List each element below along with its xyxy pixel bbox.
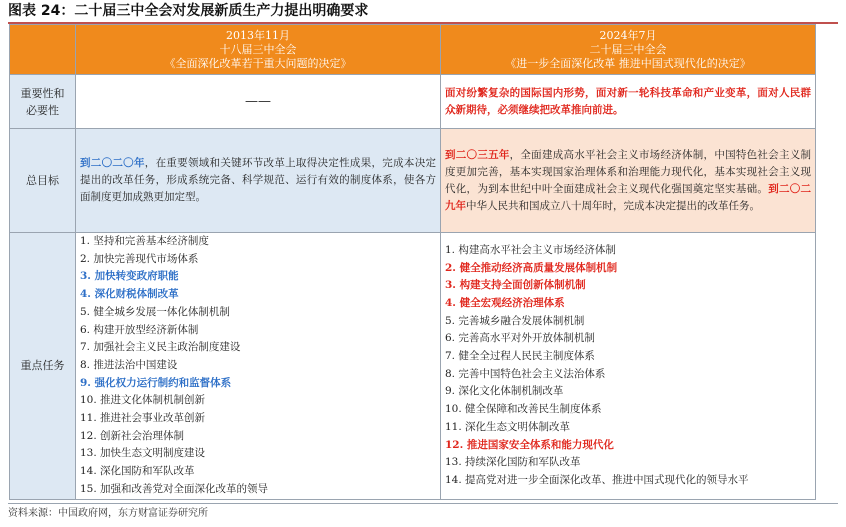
list-item: 15. 加强和改善党对全面深化改革的领导 [80,482,269,495]
tasks-row [10,233,816,500]
list-item: 7. 加强社会主义民主政治制度建设 [80,341,241,354]
list-item: 12. 推进国家安全体系和能力现代化 [445,438,614,451]
header-right-decision: 《进一步全面深化改革 推进中国式现代化的决定》 [505,56,751,70]
header-left [76,25,441,75]
tasks-left-list [76,233,440,499]
header-row [10,25,816,75]
list-item: 6. 完善高水平对外开放体制机制 [445,332,595,345]
list-item: 13. 加快生态文明制度建设 [80,447,206,460]
header-left-session: 十八届三中全会 [219,42,297,56]
tasks-left-cell [76,233,441,500]
importance-right-cell [441,75,816,129]
importance-right-text: 面对纷繁复杂的国际国内形势，面对新一轮科技革命和产业变革，面对人民群众新期待，必须继续把改革推向前进。 [445,86,811,116]
header-right [441,25,816,75]
list-item: 13. 持续深化国防和军队改革 [445,456,581,469]
list-item: 7. 健全全过程人民民主制度体系 [445,350,595,363]
source-note: 资料来源：中国政府网，东方财富证券研究所 [8,503,838,524]
list-item: 1. 坚持和完善基本经济制度 [80,235,209,247]
goal-right-cell [441,129,816,233]
header-right-date: 2024年7月 [599,28,657,42]
list-item: 8. 完善中国特色社会主义法治体系 [445,367,606,380]
importance-left-cell [76,75,441,129]
tasks-right-cell [441,233,816,500]
list-item: 10. 推进文化体制机制创新 [80,394,206,407]
list-item: 11. 深化生态文明体制改革 [445,420,571,433]
list-item: 3. 构建支持全面创新体制机制 [445,279,586,292]
header-corner [10,25,76,75]
goal-right-body-1: ，全面建成高水平社会主义市场经济体制，中国特色社会主义制度更加完善，基本实现国家治理体系和治理能力现代化，基本实现社会主义现代化，为到本世纪中叶全面建成社会主义现代化强国奠定坚实基础。 [445,148,812,195]
list-item: 5. 健全城乡发展一体化体制机制 [80,305,230,318]
header-right-session: 二十届三中全会 [589,42,667,56]
goal-left-body: ，在重要领域和关键环节改革上取得决定性成果，完成本决定提出的改革任务，形成系统完备、科学规范、运行有效的制度体系，使各方面制度更加成熟更加定型。 [80,157,436,203]
list-item: 3. 加快转变政府职能 [80,270,179,283]
list-item: 5. 完善城乡融合发展体制机制 [445,314,585,327]
comparison-table [9,24,816,500]
figure-title: 图表 24：二十届三中全会对发展新质生产力提出明确要求 [8,0,838,24]
goal-label: 总目标 [10,129,76,233]
importance-row [10,75,816,129]
header-left-decision: 《全面深化改革若干重大问题的决定》 [164,56,352,70]
list-item: 6. 构建开放型经济新体制 [80,323,199,336]
list-item: 2. 加快完善现代市场体系 [80,252,199,265]
importance-label [10,75,76,129]
goal-left-highlight: 到二〇二〇年 [80,157,145,169]
importance-label-line1: 重要性和 [20,86,65,100]
goal-row [10,129,816,233]
goal-left-cell [76,129,441,233]
importance-label-line2: 必要性 [26,103,59,117]
tasks-right-list [441,242,815,490]
list-item: 8. 推进法治中国建设 [80,358,178,371]
goal-right-highlight-1: 到二〇三五年 [445,148,510,161]
goal-left-text [76,155,440,206]
goal-right-body-2: 中华人民共和国成立八十周年时，完成本决定提出的改革任务。 [466,199,760,212]
list-item: 9. 强化权力运行制约和监督体系 [80,376,232,389]
list-item: 10. 健全保障和改善民生制度体系 [445,403,602,416]
list-item: 14. 深化国防和军队改革 [80,465,195,478]
list-item: 11. 推进社会事业改革创新 [80,412,206,425]
list-item: 14. 提高党对进一步全面深化改革、推进中国式现代化的领导水平 [445,473,749,486]
list-item: 1. 构建高水平社会主义市场经济体制 [445,243,616,256]
list-item: 2. 健全推动经济高质量发展体制机制 [445,261,618,274]
goal-right-text [441,147,815,215]
list-item: 4. 深化财税体制改革 [80,288,179,301]
tasks-label: 重点任务 [10,233,76,500]
list-item: 9. 深化文化体制机制改革 [445,385,564,398]
header-left-date: 2013年11月 [226,28,290,42]
list-item: 12. 创新社会治理体制 [80,429,185,442]
list-item: 4. 健全宏观经济治理体系 [445,296,565,309]
goal-right-highlight-2: 到二〇二九年 [445,182,812,212]
importance-left-dash: —— [245,94,271,109]
